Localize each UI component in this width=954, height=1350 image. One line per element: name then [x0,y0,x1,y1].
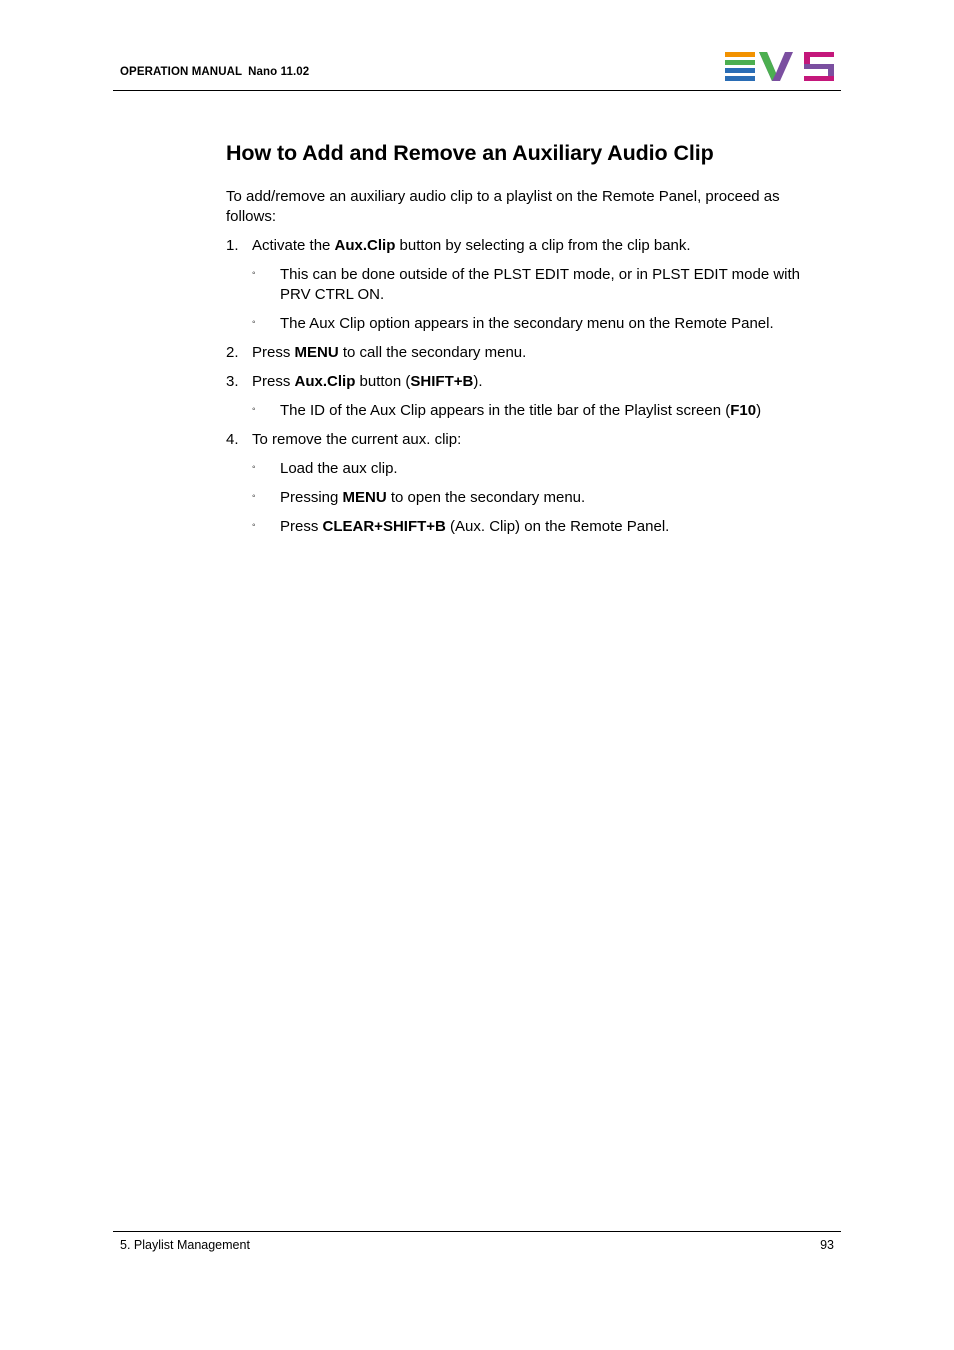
step-text [226,372,826,392]
bullet-icon: ◦ [252,520,256,531]
bold-term: MENU [294,344,339,361]
section-body [226,187,826,546]
manual-name: OPERATION MANUAL [120,66,243,78]
intro-paragraph: To add/remove an auxiliary audio clip to a playlist on the Remote Panel, proceed as follows: [226,188,780,225]
sub-item [226,265,826,305]
bold-term: Aux.Clip [334,237,396,254]
step-text [226,430,826,450]
procedure-step [226,343,826,363]
text-run: To remove the current aux. clip: [252,431,462,448]
bullet-icon: ◦ [252,268,256,279]
footer-chapter: 5. Playlist Management [120,1238,250,1252]
product-version: Nano 11.02 [248,66,310,78]
bullet-icon: ◦ [252,317,256,328]
bold-term: MENU [342,489,387,506]
step-text [226,236,826,256]
text-run: Pressing [280,489,343,506]
evs-logo-icon [725,52,835,82]
procedure-step [226,372,826,421]
bullet-icon: ◦ [252,462,256,473]
text-run: to open the secondary menu. [386,489,586,506]
text-run: to call the secondary menu. [338,344,527,361]
text-run: (Aux. Clip) on the Remote Panel. [445,518,670,535]
procedure-steps [226,236,826,537]
sub-item [226,488,826,508]
text-run: button ( [355,373,411,390]
bold-term: Aux.Clip [294,373,356,390]
sub-item [226,314,826,334]
header-divider [113,90,841,91]
sub-item [226,517,826,537]
text-run: button by selecting a clip from the clip bank. [395,237,691,254]
procedure-step [226,430,826,537]
procedure-step [226,236,826,334]
step-number: 3. [226,373,239,390]
bold-term: F10 [730,402,757,419]
bold-term: SHIFT+B [410,373,474,390]
text-run: Activate the [252,237,335,254]
bold-term: CLEAR+SHIFT+B [322,518,446,535]
text-run: Press [252,373,295,390]
text-run: The ID of the Aux Clip appears in the title bar of the Playlist screen ( [280,402,731,419]
footer-divider [113,1231,841,1232]
bullet-icon: ◦ [252,491,256,502]
step-text [226,343,826,363]
text-run: Press [252,344,295,361]
sub-item [226,401,826,421]
text-run: ). [473,373,483,390]
text-run: Load the aux clip. [280,460,398,477]
text-run: ) [756,402,762,419]
sub-list [226,265,826,334]
bullet-icon: ◦ [252,404,256,415]
step-number: 2. [226,344,239,361]
sub-list [226,459,826,537]
sub-item [226,459,826,479]
step-number: 1. [226,237,239,254]
manual-title [120,66,309,78]
section-title: How to Add and Remove an Auxiliary Audio Clip [226,141,714,165]
sub-list [226,401,826,421]
text-run: This can be done outside of the PLST EDIT mode, or in PLST EDIT mode with PRV CTRL ON. [280,266,800,303]
text-run: The Aux Clip option appears in the secondary menu on the Remote Panel. [280,315,774,332]
page-number: 93 [820,1238,834,1252]
text-run: Press [280,518,323,535]
step-number: 4. [226,431,239,448]
